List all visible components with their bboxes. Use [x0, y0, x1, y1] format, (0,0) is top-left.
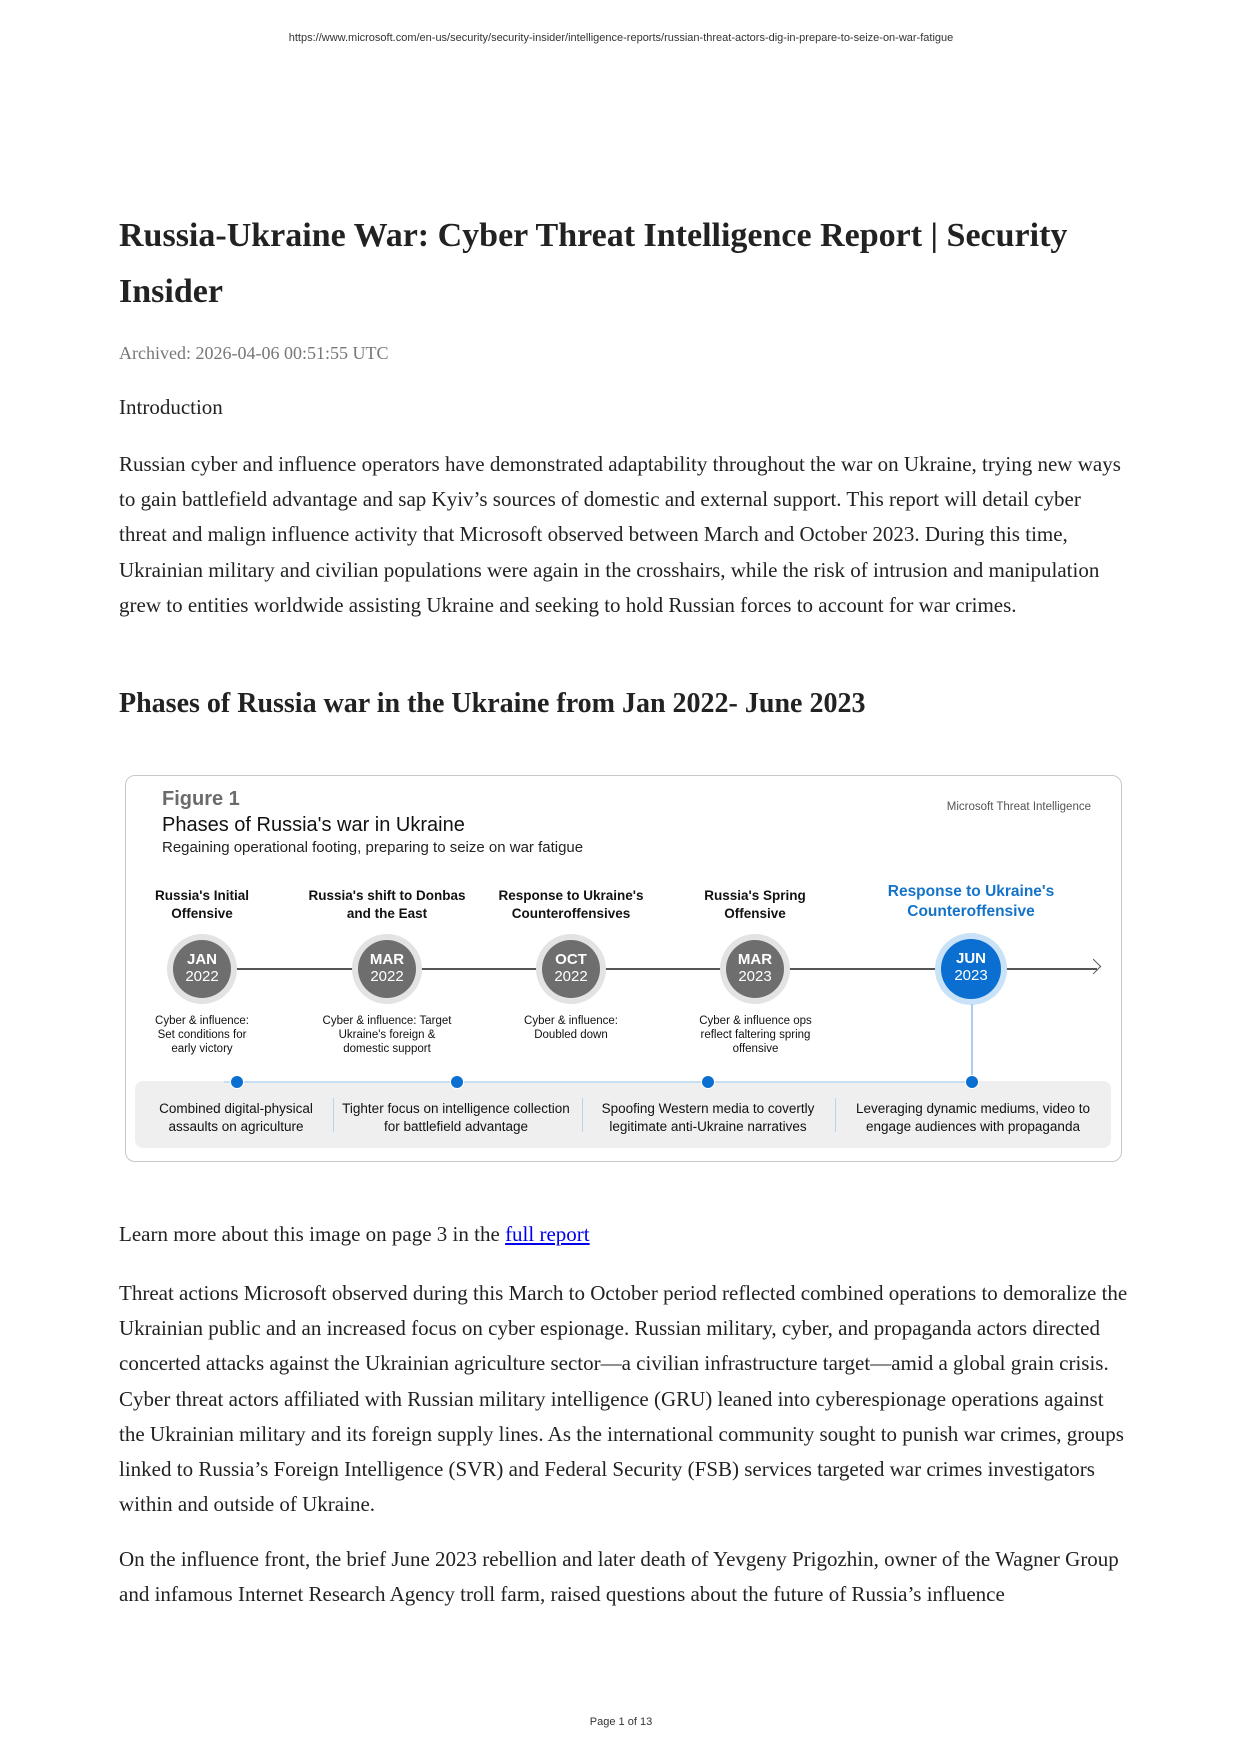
- page-title: Russia-Ukraine War: Cyber Threat Intelligence Report | Security Insider: [119, 217, 1068, 310]
- arrow-right-icon: [1086, 959, 1102, 975]
- learn-more: [119, 1222, 590, 1247]
- phase-description: Cyber & influence: Doubled down: [524, 1015, 618, 1041]
- paragraph-intro: Russian cyber and influence operators have demonstrated adaptability throughout the war on Ukraine, trying new ways to gain battlefield advantage and sap Kyiv’s sources of domestic and external support. This report will detail cyber threat and malign influence activity that Microsoft observed between March and October 2023. During this time, Ukrainian military and civilian populations were again in the crosshairs, while the risk of intrusion and manipulation grew to entities worldwide assisting Ukraine and seeking to hold Russian forces to account for war crimes.: [119, 452, 1121, 617]
- figure-number: Figure 1: [162, 788, 240, 810]
- date-marker: [352, 934, 422, 1004]
- divider: [835, 1098, 836, 1132]
- marker-year: 2022: [185, 968, 219, 985]
- figure-subtitle: Regaining operational footing, preparing to seize on war fatigue: [162, 839, 584, 856]
- marker-month: JUN: [955, 950, 986, 967]
- theme-text: Tighter focus on intelligence collection for battlefield advantage: [342, 1101, 570, 1134]
- phase-description: Cyber & influence ops reflect faltering spring offensive: [699, 1015, 812, 1055]
- marker-month: MAR: [737, 951, 773, 968]
- phase-heading-active: Response to Ukraine's Counteroffensive: [887, 883, 1055, 920]
- learn-more-text: Learn more about this image on page 3 in the: [119, 1222, 506, 1246]
- marker-month: OCT: [555, 951, 587, 968]
- divider: [582, 1098, 583, 1132]
- full-report-link[interactable]: full report: [505, 1222, 590, 1246]
- paragraph-influence: On the influence front, the brief June 2023 rebellion and later death of Yevgeny Prigozhin, owner of the Wagner Group and infamous Internet Research Agency troll farm, raised questions about the future of Russia’s influence: [119, 1547, 1119, 1607]
- marker-year: 2022: [370, 968, 404, 985]
- phase-heading: Russia's shift to Donbas and the East: [308, 888, 466, 921]
- theme-dot: [701, 1075, 715, 1089]
- phase-heading: Russia's Initial Offensive: [155, 888, 249, 921]
- theme-text: Spoofing Western media to covertly legitimate anti-Ukraine narratives: [601, 1101, 815, 1134]
- date-marker-active: [935, 933, 1007, 1005]
- marker-month: JAN: [186, 951, 217, 968]
- date-marker: [167, 934, 237, 1004]
- theme-dot: [965, 1075, 979, 1089]
- theme-dot: [230, 1075, 244, 1089]
- theme-text: Leveraging dynamic mediums, video to engage audiences with propaganda: [855, 1101, 1091, 1134]
- date-marker: [720, 934, 790, 1004]
- paragraph-threat-actions: Threat actions Microsoft observed during this March to October period reflected combined operations to demoralize the Ukrainian public and an increased focus on cyber espionage. Russian military, cyber, and propaganda actors directed concerted attacks against the Ukrainian agriculture sector—a civilian infrastructure target—amid a global grain crisis. Cyber threat actors affiliated with Russian military intelligence (GRU) leaned into cyberespionage operations against the Ukrainian military and its foreign supply lines. As the international community sought to punish war crimes, groups linked to Russia’s Foreign Intelligence (SVR) and Federal Security (FSB) services targeted war crimes investigators within and outside of Ukraine.: [119, 1281, 1128, 1517]
- marker-year: 2023: [954, 967, 988, 984]
- divider: [333, 1098, 334, 1132]
- page-url: https://www.microsoft.com/en-us/security/security-insider/intelligence-reports/russian-threat-actors-dig-in-prepare-to-seize-on-war-fatigue: [288, 32, 954, 44]
- theme-text: Combined digital-physical assaults on agriculture: [159, 1101, 313, 1134]
- phase-heading: Russia's Spring Offensive: [704, 888, 806, 921]
- phase-description: Cyber & influence: Target Ukraine's foreign & domestic support: [322, 1015, 452, 1055]
- intro-label: Introduction: [119, 395, 223, 419]
- marker-year: 2023: [738, 968, 772, 985]
- marker-month: MAR: [369, 951, 405, 968]
- date-marker: [536, 934, 606, 1004]
- phase-heading: Response to Ukraine's Counteroffensives: [498, 888, 644, 921]
- connector-line: [971, 1004, 973, 1084]
- figure-phases-timeline: [125, 775, 1122, 1162]
- section-heading: Phases of Russia war in the Ukraine from Jan 2022- June 2023: [119, 688, 866, 719]
- themes-line: [224, 1081, 974, 1083]
- theme-dot: [450, 1075, 464, 1089]
- archived-timestamp: Archived: 2026-04-06 00:51:55 UTC: [119, 343, 389, 363]
- marker-year: 2022: [554, 968, 588, 985]
- figure-brand: Microsoft Threat Intelligence: [946, 801, 1091, 813]
- phase-description: Cyber & influence: Set conditions for early victory: [155, 1015, 249, 1055]
- page-number: Page 1 of 13: [589, 1716, 653, 1728]
- figure-title: Phases of Russia's war in Ukraine: [162, 814, 465, 836]
